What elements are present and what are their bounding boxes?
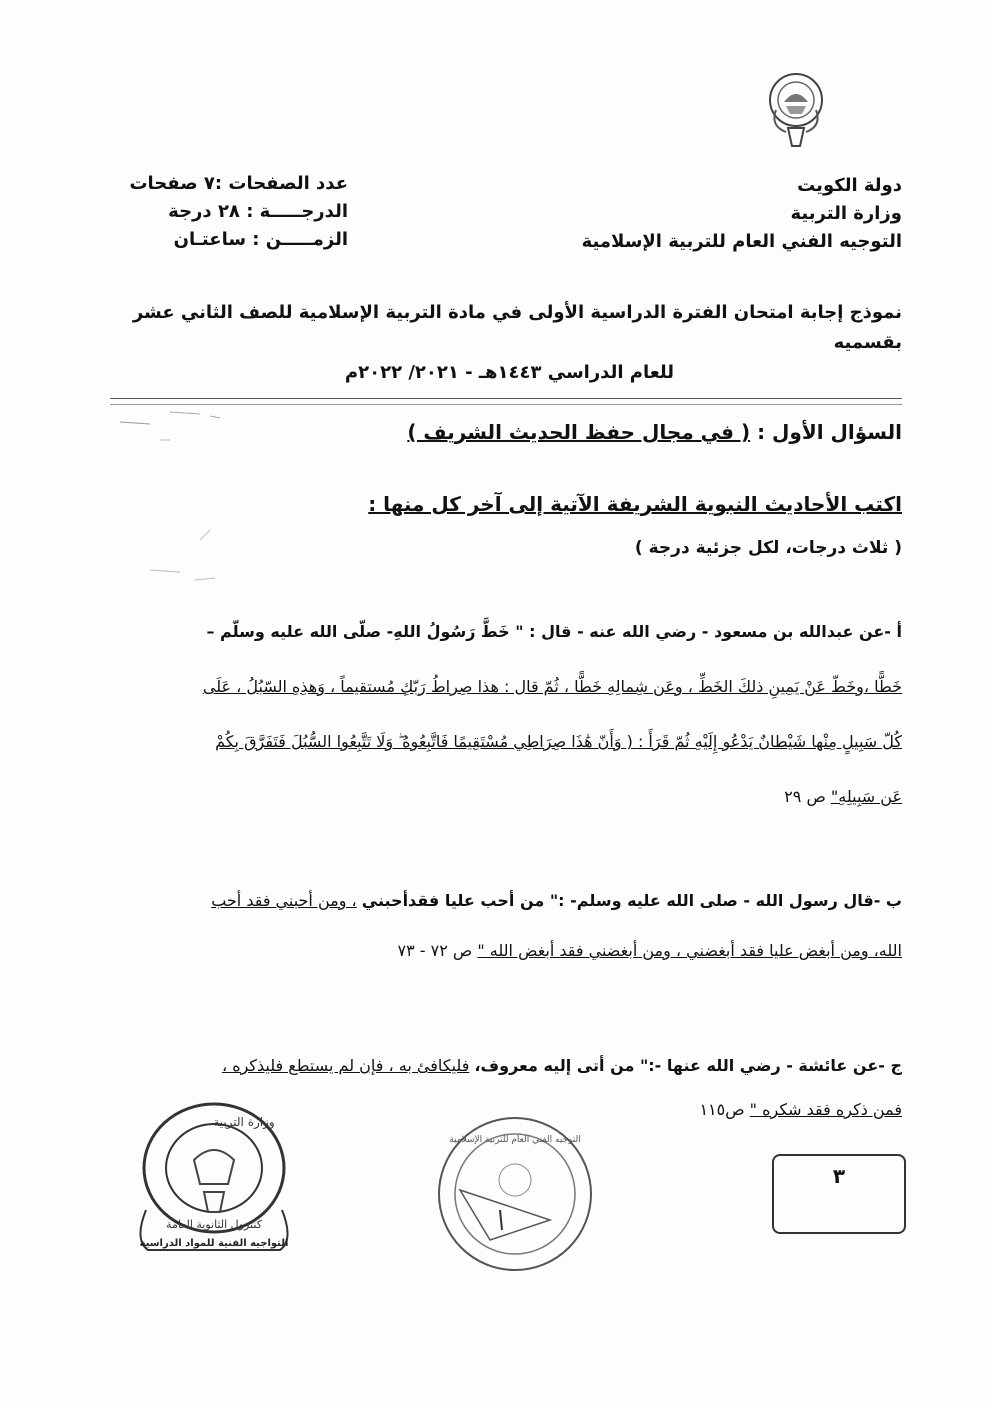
hadith-c-intro: ج -عن عائشة - رضي الله عنها -:" من أتى إليه معروف، (474, 1056, 902, 1075)
ministry-block (582, 172, 902, 256)
page-number-box (772, 1154, 906, 1234)
hadith-c-ref: ص١١٥ (699, 1100, 745, 1119)
stamp-left-org: وزارة التربية (213, 1115, 275, 1129)
kuwait-emblem-icon (764, 70, 828, 152)
exam-meta (128, 170, 348, 254)
stamp-left-dept: كنترول الثانوية العامة (166, 1218, 262, 1231)
grading-note: ( ثلاث درجات، لكل جزئية درجة ) (634, 538, 902, 558)
hadith-b-ref: ص ٧٢ - ٧٣ (397, 941, 473, 960)
hadith-a-body: خَطًّا ،وخَطّ عَنْ يَمِينِ ذلكَ الخَطِّ ، وعَن شِمالِهِ خَطًّا ، ثُمّ قال : هذا صِراطُ رَبّكِ مُستقيماً ، وَهذِهِ السّبُلُ ، عَلَى كُلّ سَبِيلٍ مِنْها شَيْطانٌ يَدْعُو إِلَيْهِ ثُمّ قَرَأَ : ( وَأَنّ هَٰذَا صِرَاطِي مُسْتَقِيمًا فَاتَّبِعُوهُ ۖ وَلَا تَتَّبِعُوا السُّبُلَ فَتَفَرَّقَ بِكُمْ عَن سَبِيلِهِ" (202, 677, 902, 806)
hadith-c-body: فليكافئ به ، فإن لم يستطع فليذكره ، فمن ذكره فقد شكره " (221, 1056, 902, 1119)
question-instruction: اكتب الأحاديث النبوية الشريفة الآتية إلى آخر كل منها : (368, 492, 902, 516)
ministry-line-ministry: وزارة التربية (790, 203, 902, 224)
question-topic: ( في مجال حفظ الحديث الشريف ) (407, 420, 751, 444)
hadith-b-body: ، ومن أحبني فقد أحب الله، ومن أبغض عليا فقد أبغضني ، ومن أبغضني فقد أبغض الله " (211, 891, 902, 960)
hadith-a-intro: أ -عن عبدالله بن مسعود - رضي الله عنه - قال : " خَطَّ رَسُولُ اللهِ- صلّى الله عليه وسلّم – (206, 622, 902, 641)
page-number: ٣ (832, 1164, 846, 1188)
department-stamp (430, 1110, 600, 1278)
hadith-b (190, 876, 902, 976)
control-stamp (124, 1100, 304, 1272)
meta-time: الزمـــــن : ساعتـان (173, 229, 348, 250)
ministry-line-country: دولة الكويت (797, 175, 902, 196)
hadith-a-ref: ص ٢٩ (784, 787, 826, 806)
exam-title (132, 298, 902, 388)
meta-pages: عدد الصفحات :٧ صفحات (129, 173, 348, 194)
meta-grade: الدرجـــــة : ٢٨ درجة (168, 201, 348, 222)
hadith-b-intro: ب -قال رسول الله - صلى الله عليه وسلم- :" من أحب عليا فقدأحبني (361, 891, 902, 910)
hadith-a (190, 604, 902, 824)
ministry-line-department: التوجيه الفني العام للتربية الإسلامية (581, 231, 902, 252)
stamp-left-caption: التواجيه الفنية للمواد الدراسية (139, 1238, 289, 1249)
margin-marks (110, 400, 290, 600)
question-label: السؤال الأول : (757, 420, 902, 444)
question-heading (407, 420, 902, 444)
exam-title-line2: للعام الدراسي ١٤٤٣هـ - ٢٠٢١/ ٢٠٢٢م (344, 362, 674, 383)
stamp-mid-text: التوجيه الفني العام للتربية الإسلامية (449, 1135, 581, 1145)
divider (110, 398, 902, 399)
exam-title-line1: نموذج إجابة امتحان الفترة الدراسية الأولى في مادة التربية الإسلامية للصف الثاني عشر بقسميه (132, 302, 902, 353)
